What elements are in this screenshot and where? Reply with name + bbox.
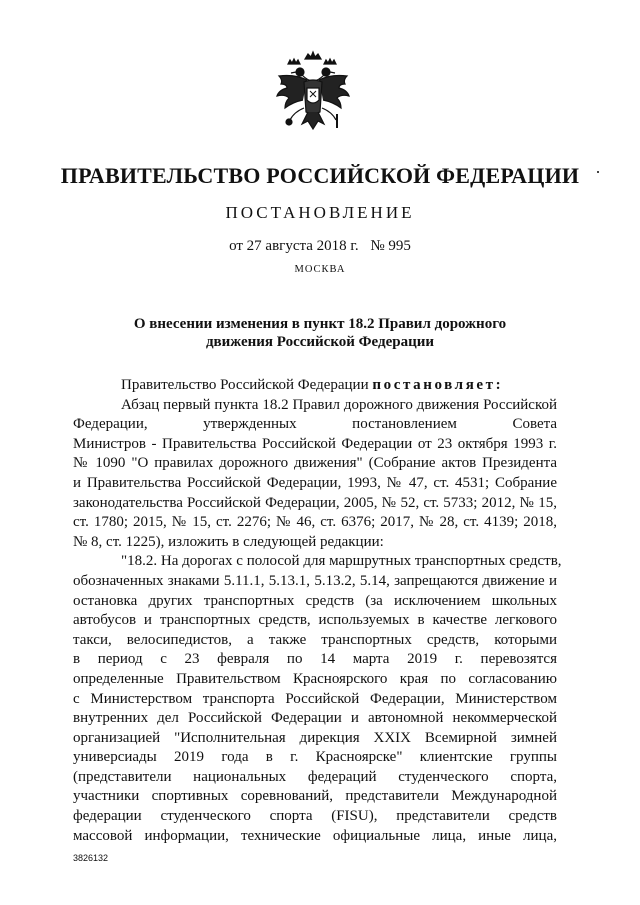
body-line: законодательства Российской Федерации, 2005, № 52, ст. 5733; 2012, № 15, bbox=[73, 494, 557, 511]
preamble bbox=[73, 376, 557, 396]
document-date: от 27 августа 2018 г. bbox=[229, 238, 359, 254]
decree-word: постановляет: bbox=[372, 377, 504, 393]
body-line: № 8, ст. 1225), изложить в следующей редакции: bbox=[73, 533, 384, 550]
date-and-number bbox=[0, 238, 640, 255]
body-line: участники спортивных соревнований, представители Международной bbox=[73, 788, 557, 805]
document-code: 3826132 bbox=[73, 853, 109, 863]
city: МОСКВА bbox=[294, 264, 346, 275]
body-line: № 1090 "О правилах дорожного движения" (Собрание актов Президента bbox=[73, 455, 557, 472]
body-line: автобусов и транспортных средств, используемых в качестве легкового bbox=[73, 612, 557, 629]
body-line: федерации студенческого спорта (FISU), представители средств bbox=[73, 808, 557, 825]
body-line: с Министерством транспорта Российской Федерации, Министерством bbox=[73, 690, 557, 707]
body-line: массовой информации, технические официальные лица, иные лица, bbox=[73, 827, 557, 844]
body-line: организацией "Исполнительная дирекция XXIX Всемирной зимней bbox=[73, 729, 557, 746]
preamble-text: Правительство Российской Федерации bbox=[121, 377, 373, 393]
document-subject bbox=[100, 315, 540, 351]
scan-mark bbox=[597, 171, 599, 173]
subject-line: О внесении изменения в пункт 18.2 Правил дорожного bbox=[133, 316, 507, 332]
document-type: ПОСТАНОВЛЕНИЕ bbox=[225, 203, 415, 222]
government-title: ПРАВИТЕЛЬСТВО РОССИЙСКОЙ ФЕДЕРАЦИИ bbox=[60, 163, 580, 188]
subject-line: движения Российской Федерации bbox=[205, 334, 435, 350]
body-line: в период с 23 февраля по 14 марта 2019 г. перевозятся bbox=[73, 651, 557, 668]
body-line: внутренних дел Российской Федерации и автономной некоммерческой bbox=[73, 710, 557, 727]
body-line: "18.2. На дорогах с полосой для маршрутных транспортных средств, bbox=[121, 553, 562, 570]
document-number: № 995 bbox=[370, 238, 411, 254]
body-line: Министров - Правительства Российской Федерации от 23 октября 1993 г. bbox=[73, 435, 557, 452]
body-line: ст. 1780; 2015, № 15, ст. 2276; № 46, ст. 6376; 2017, № 28, ст. 4139; 2018, bbox=[73, 514, 557, 531]
body-line: определенные Правительством Красноярского края по согласованию bbox=[73, 670, 557, 687]
body-line: такси, велосипедистов, а также транспортных средств, которыми bbox=[73, 631, 557, 648]
body-line: остановка других транспортных средств (за исключением школьных bbox=[73, 592, 557, 609]
body-line: Федерации, утвержденных постановлением Совета bbox=[73, 416, 557, 433]
body-line: Абзац первый пункта 18.2 Правил дорожного движения Российской bbox=[121, 396, 557, 413]
body-line: обозначенных знаками 5.11.1, 5.13.1, 5.13.2, 5.14, запрещаются движение и bbox=[73, 572, 557, 589]
body-line: универсиады 2019 года в г. Красноярске" клиентские группы bbox=[73, 749, 557, 766]
body-line: и Правительства Российской Федерации, 1993, № 47, ст. 4531; Собрание bbox=[73, 474, 557, 491]
coat-of-arms-icon bbox=[274, 50, 352, 134]
document-body bbox=[73, 376, 562, 846]
body-line: (представители национальных федераций студенческого спорта, bbox=[73, 768, 557, 785]
